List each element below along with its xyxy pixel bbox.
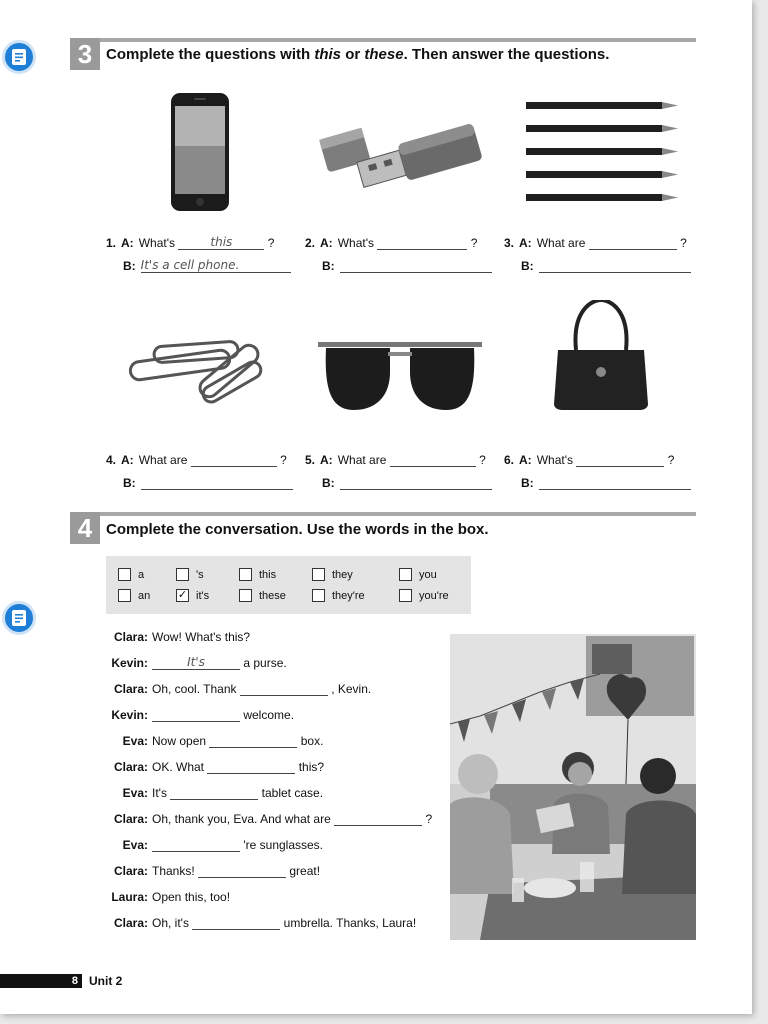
- answer-blank[interactable]: [209, 734, 297, 748]
- answer-blank[interactable]: [576, 453, 664, 467]
- handbag-image: [552, 300, 650, 410]
- word-box-item[interactable]: they: [312, 568, 353, 581]
- answer-blank[interactable]: [589, 236, 677, 250]
- question-2-a: 2. A: What's ?: [305, 236, 478, 250]
- page-number: 8: [0, 974, 82, 988]
- checkbox[interactable]: [118, 568, 131, 581]
- answer-blank[interactable]: [340, 476, 492, 490]
- conversation-line: Kevin: It's a purse.: [111, 655, 287, 670]
- checkbox[interactable]: [312, 589, 325, 602]
- word-box-item[interactable]: they're: [312, 589, 365, 602]
- word-box-item[interactable]: these: [239, 589, 286, 602]
- word-box-item[interactable]: 's: [176, 568, 204, 581]
- answer-blank[interactable]: [334, 812, 422, 826]
- answer-blank[interactable]: [539, 476, 691, 490]
- answer-blank[interactable]: [377, 236, 467, 250]
- section-4-number: 4: [70, 512, 100, 544]
- answer-blank[interactable]: [170, 786, 258, 800]
- word-box-item[interactable]: you're: [399, 589, 449, 602]
- checkbox[interactable]: [118, 589, 131, 602]
- answer-blank[interactable]: [240, 682, 328, 696]
- question-2-b: B:: [322, 259, 492, 273]
- checkbox[interactable]: [239, 589, 252, 602]
- word-box-item[interactable]: a: [118, 568, 144, 581]
- answer-blank[interactable]: [192, 916, 280, 930]
- conversation-line: Eva: 're sunglasses.: [122, 838, 324, 852]
- answer-blank[interactable]: [390, 453, 476, 467]
- answer-blank[interactable]: It's: [152, 656, 240, 670]
- question-4-a: 4. A: What are ?: [106, 453, 287, 467]
- answer-blank[interactable]: [340, 259, 492, 273]
- section-3-rule: [70, 38, 696, 42]
- usb-flash-drive-image: [315, 104, 485, 196]
- question-3-b: B:: [521, 259, 691, 273]
- conversation-line: Clara: OK. What this?: [113, 760, 325, 774]
- checkbox-checked[interactable]: ✓: [177, 589, 188, 601]
- conversation-line: Clara: Oh, it's umbrella. Thanks, Laura!: [113, 916, 417, 930]
- word-box-item[interactable]: this: [239, 568, 276, 581]
- question-5-b: B:: [322, 476, 492, 490]
- paper-clips-image: [124, 334, 268, 418]
- section-4-title: Complete the conversation. Use the words in the box.: [106, 521, 489, 538]
- conversation-line: Kevin: welcome.: [111, 708, 295, 722]
- question-6-b: B:: [521, 476, 691, 490]
- question-1-a: 1. A: What's this ?: [106, 235, 275, 250]
- question-6-a: 6. A: What's ?: [504, 453, 675, 467]
- answer-blank[interactable]: [152, 708, 240, 722]
- answer-blank[interactable]: [207, 760, 295, 774]
- checkbox[interactable]: [239, 568, 252, 581]
- unit-label: Unit 2: [89, 974, 123, 988]
- answer-blank[interactable]: [191, 453, 277, 467]
- checkbox[interactable]: [399, 589, 412, 602]
- pencils-image: [524, 98, 680, 206]
- question-5-a: 5. A: What are ?: [305, 453, 486, 467]
- answer-blank[interactable]: [152, 838, 240, 852]
- conversation-line: Eva: It's tablet case.: [122, 786, 324, 800]
- party-photo: [450, 634, 696, 940]
- notes-icon[interactable]: [2, 40, 36, 74]
- conversation-line: Clara: Oh, thank you, Eva. And what are ?: [113, 812, 433, 826]
- word-box-item[interactable]: ✓ it's: [177, 589, 210, 602]
- question-1-b: B: It's a cell phone.: [123, 259, 291, 273]
- conversation-line: Clara: Oh, cool. Thank , Kevin.: [113, 682, 372, 696]
- word-box-item[interactable]: an: [118, 589, 150, 602]
- checkbox[interactable]: [176, 568, 189, 581]
- answer-blank[interactable]: [539, 259, 691, 273]
- conversation-line: Clara: Wow! What's this?: [113, 630, 251, 644]
- sunglasses-image: [318, 336, 482, 412]
- section-3-title: Complete the questions with this or these. Then answer the questions.: [106, 46, 610, 63]
- section-3-number: 3: [70, 38, 100, 70]
- answer-blank[interactable]: It's a cell phone.: [141, 259, 291, 273]
- word-box: [106, 556, 471, 614]
- answer-blank[interactable]: this: [178, 236, 264, 250]
- answer-blank[interactable]: [198, 864, 286, 878]
- answer-blank[interactable]: [141, 476, 293, 490]
- notes-icon[interactable]: [2, 601, 36, 635]
- conversation-line: Eva: Now open box.: [122, 734, 324, 748]
- cell-phone-image: [170, 92, 230, 212]
- conversation-line: Clara: Thanks! great!: [113, 864, 321, 878]
- checkbox[interactable]: [312, 568, 325, 581]
- checkbox[interactable]: [399, 568, 412, 581]
- question-4-b: B:: [123, 476, 293, 490]
- section-4-rule: [70, 512, 696, 516]
- word-box-item[interactable]: you: [399, 568, 437, 581]
- conversation-line: Laura: Open this, too!: [111, 890, 231, 904]
- question-3-a: 3. A: What are ?: [504, 236, 687, 250]
